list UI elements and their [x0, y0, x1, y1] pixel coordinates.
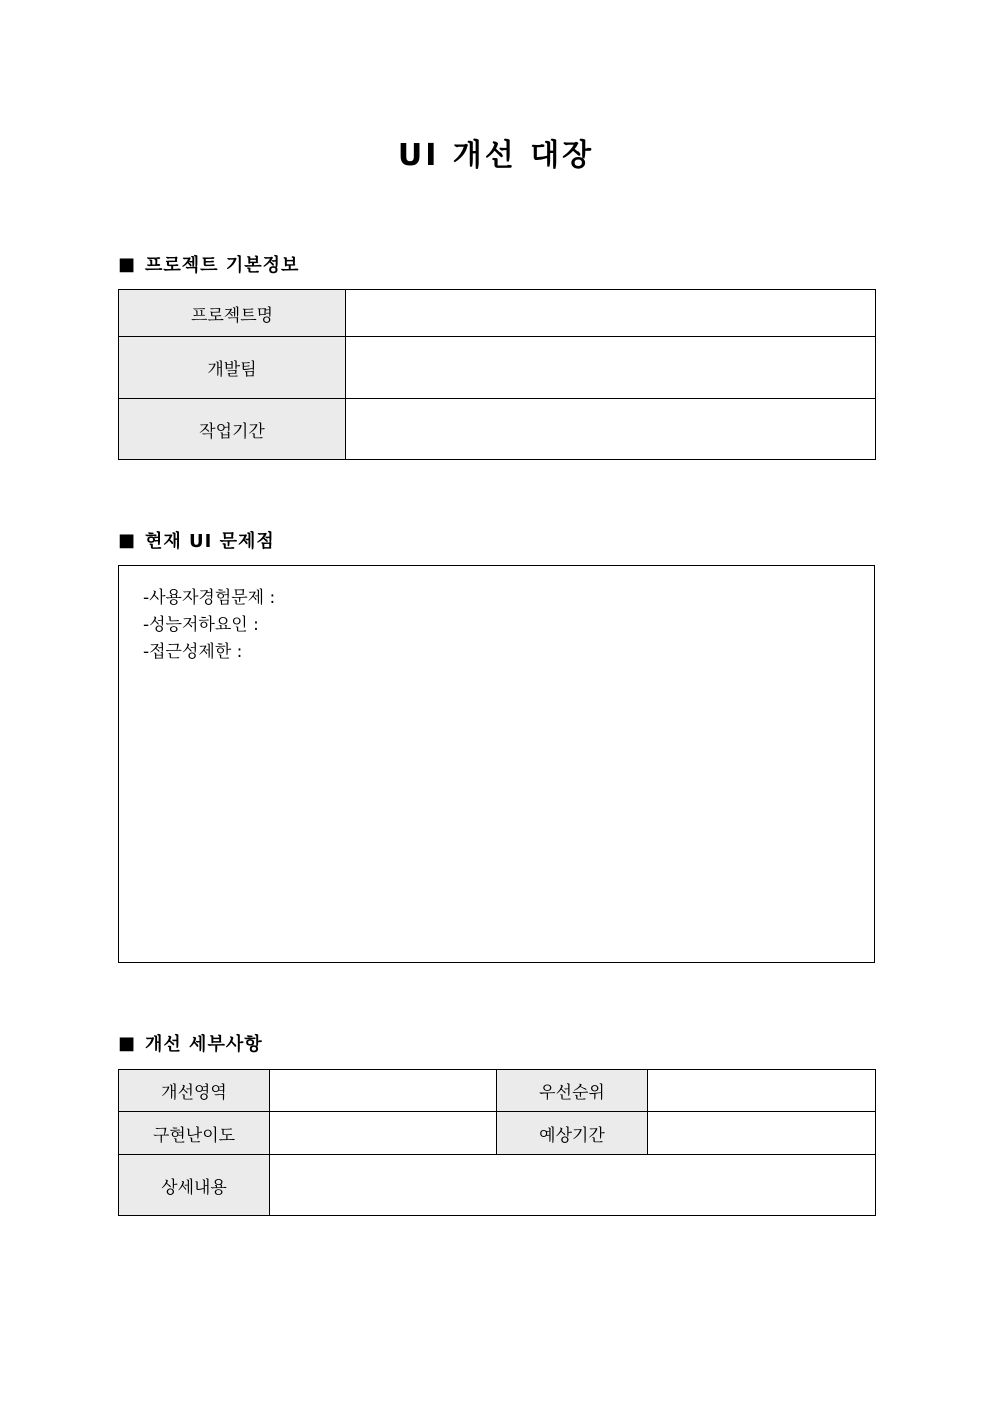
- issue-list: [143, 585, 275, 666]
- improvement-area-label: 개선영역: [119, 1070, 270, 1112]
- square-bullet-icon: ■: [118, 1032, 136, 1054]
- project-name-label: 프로젝트명: [119, 290, 346, 337]
- table-row: [119, 1155, 876, 1216]
- estimated-duration-label: 예상기간: [497, 1112, 648, 1155]
- table-row: [119, 399, 876, 460]
- difficulty-field[interactable]: [270, 1112, 497, 1155]
- project-info-table: [118, 289, 876, 460]
- difficulty-label: 구현난이도: [119, 1112, 270, 1155]
- section-heading-current-issues: [118, 527, 275, 553]
- square-bullet-icon: ■: [118, 529, 136, 551]
- improvement-details-table: [118, 1069, 876, 1216]
- project-name-field[interactable]: [346, 290, 876, 337]
- table-row: [119, 290, 876, 337]
- dev-team-field[interactable]: [346, 337, 876, 399]
- section-title: 개선 세부사항: [145, 1034, 263, 1055]
- table-row: [119, 337, 876, 399]
- table-row: [119, 1112, 876, 1155]
- section-title: 프로젝트 기본정보: [145, 255, 300, 276]
- ux-issue-line: -사용자경험문제 :: [143, 588, 276, 608]
- performance-issue-line: -성능저하요인 :: [143, 615, 259, 635]
- work-period-field[interactable]: [346, 399, 876, 460]
- priority-field[interactable]: [648, 1070, 876, 1112]
- improvement-area-field[interactable]: [270, 1070, 497, 1112]
- current-issues-box[interactable]: [118, 565, 875, 963]
- work-period-label: 작업기간: [119, 399, 346, 460]
- estimated-duration-field[interactable]: [648, 1112, 876, 1155]
- dev-team-label: 개발팀: [119, 337, 346, 399]
- page-title: UI 개선 대장: [397, 138, 595, 173]
- table-row: [119, 1070, 876, 1112]
- priority-label: 우선순위: [497, 1070, 648, 1112]
- square-bullet-icon: ■: [118, 253, 136, 275]
- detail-field[interactable]: [270, 1155, 876, 1216]
- section-title: 현재 UI 문제점: [145, 531, 275, 552]
- section-heading-project-info: [118, 251, 299, 277]
- detail-label: 상세내용: [119, 1155, 270, 1216]
- accessibility-issue-line: -접근성제한 :: [143, 642, 243, 662]
- section-heading-improvement-details: [118, 1030, 263, 1056]
